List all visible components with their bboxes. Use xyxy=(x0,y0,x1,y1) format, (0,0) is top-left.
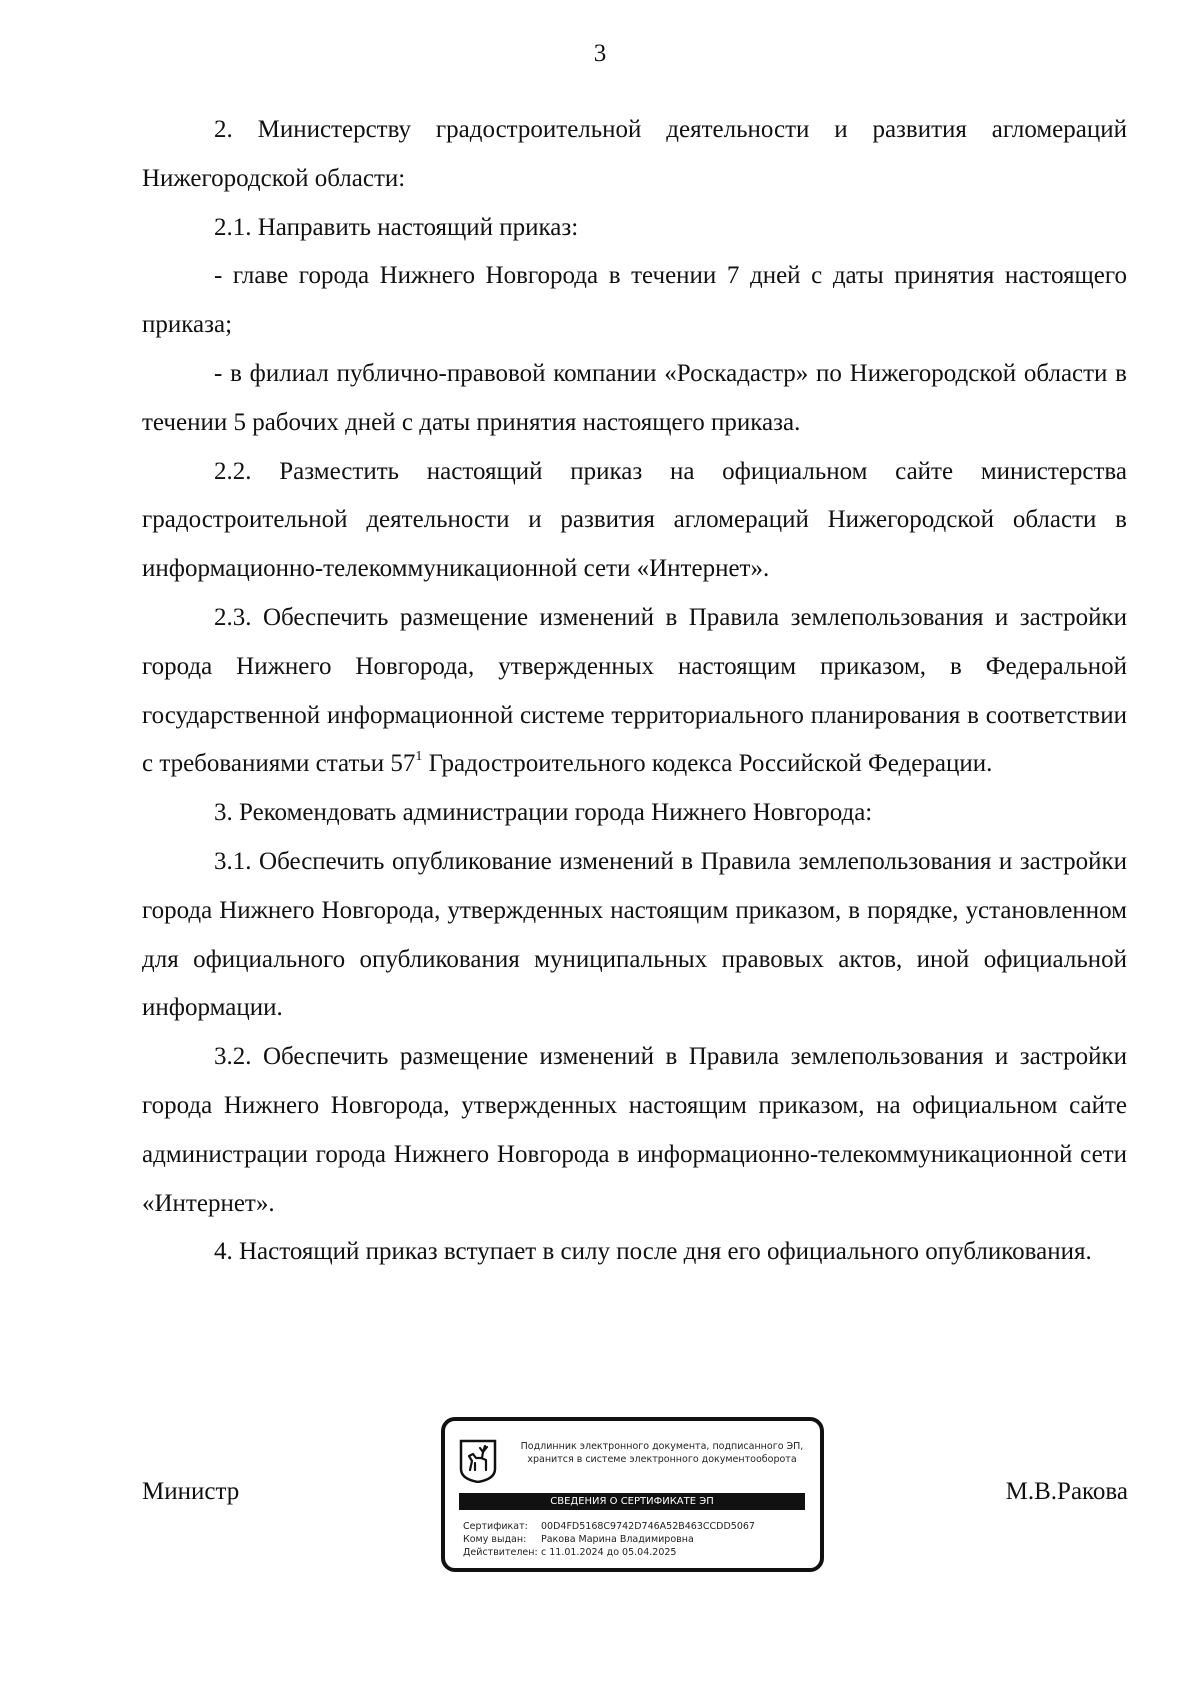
stamp-header-line-1: Подлинник электронного документа, подписанного ЭП, xyxy=(520,1441,804,1452)
paragraph-4: 4. Настоящий приказ вступает в силу после дня его официального опубликования. xyxy=(214,1238,1092,1266)
paragraph-3: 3. Рекомендовать администрации города Нижнего Новгорода: xyxy=(214,799,873,827)
stamp-header-line-2: хранится в системе электронного документооборота xyxy=(527,1454,797,1465)
signature-role: Министр xyxy=(142,1478,240,1505)
paragraph-2-3-tail: Градостроительного кодекса Российской Федерации. xyxy=(422,750,993,778)
signature-name: М.В.Ракова xyxy=(1005,1478,1128,1505)
paragraph-2-1-item-2: - в филиал публично-правовой компании «Роскадастр» по Нижегородской области в течении 5 рабочих дней с даты принятия настоящего приказа. xyxy=(142,359,1127,436)
issued-label: Кому выдан: xyxy=(463,1534,527,1545)
electronic-signature-stamp xyxy=(441,1417,824,1572)
paragraph-3-1: 3.1. Обеспечить опубликование изменений в Правила землепользования и застройки города Нижнего Новгорода, утвержденных настоящим приказом, в порядке, установленном для официального опубликования муниципальных правовых актов, иной официальной информации. xyxy=(142,847,1127,1022)
stamp-title-bar: СВЕДЕНИЯ О СЕРТИФИКАТЕ ЭП xyxy=(459,1493,805,1510)
certificate-label: Сертификат: xyxy=(463,1521,528,1532)
stamp-certificate-row xyxy=(463,1521,755,1533)
superscript: 1 xyxy=(415,749,423,765)
paragraph-3-2: 3.2. Обеспечить размещение изменений в Правила землепользования и застройки города Нижнего Новгорода, утвержденных настоящим приказом, на официальном сайте администрации города Нижнего Новгорода в информационно-телекоммуникационной сети «Интернет». xyxy=(142,1043,1127,1217)
document-body xyxy=(142,106,1127,1277)
paragraph-2: 2. Министерству градостроительной деятельности и развития агломераций Нижегородской области: xyxy=(142,116,1127,192)
valid-value: с 11.01.2024 до 05.04.2025 xyxy=(541,1547,677,1558)
issued-value: Ракова Марина Владимировна xyxy=(541,1534,694,1545)
paragraph-2-1: 2.1. Направить настоящий приказ: xyxy=(214,213,579,241)
paragraph-2-3 xyxy=(142,594,1127,789)
paragraph-2-3-text: 2.3. Обеспечить размещение изменений в Правила землепользования и застройки города Нижнего Новгорода, утвержденных настоящим приказом, в Федеральной государственной информационной системе территориального планирования в соответствии с требованиями статьи 57 xyxy=(142,603,1127,778)
stamp-valid-row xyxy=(463,1547,676,1559)
page-number: 3 xyxy=(593,40,607,67)
stamp-issued-row xyxy=(463,1534,694,1546)
valid-label: Действителен: xyxy=(463,1547,538,1558)
deer-emblem-icon xyxy=(459,1439,497,1483)
paragraph-2-1-item-1: - главе города Нижнего Новгорода в течении 7 дней с даты принятия настоящего приказа; xyxy=(142,262,1127,339)
paragraph-2-2: 2.2. Разместить настоящий приказ на официальном сайте министерства градостроительной деятельности и развития агломераций Нижегородской области в информационно-телекоммуникационной сети «Интернет». xyxy=(142,457,1127,583)
certificate-value: 00D4FD5168C9742D746A52B463CCDD5067 xyxy=(541,1521,755,1532)
